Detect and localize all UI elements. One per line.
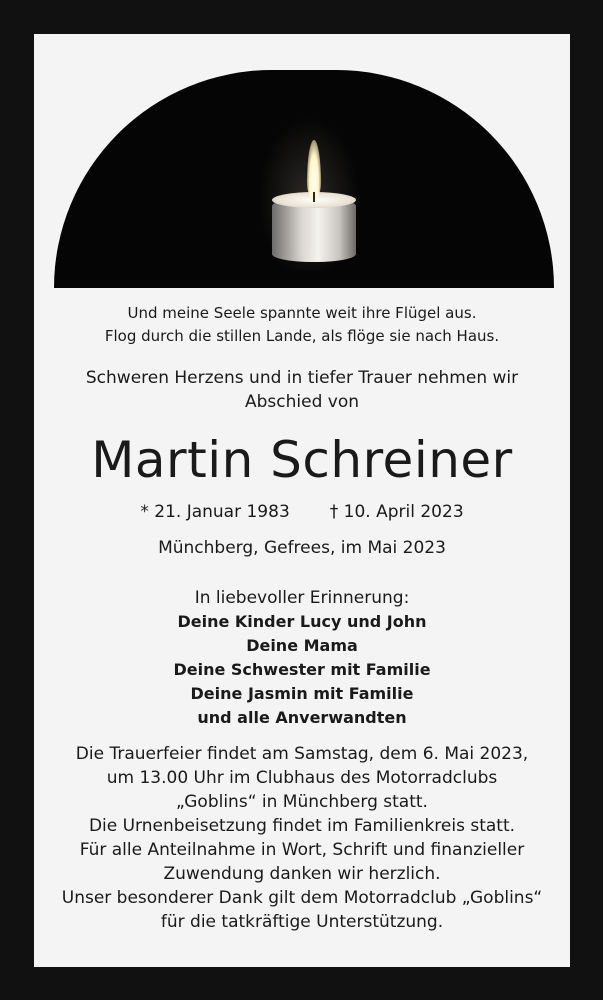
intro-line: Schweren Herzens und in tiefer Trauer nehmen wir xyxy=(85,368,519,388)
notice-line: Die Urnenbeisetzung findet im Familienkreis statt. xyxy=(88,816,516,836)
deceased-name: Martin Schreiner xyxy=(91,431,513,489)
mourner: Deine Jasmin mit Familie xyxy=(190,684,414,703)
notice-line: Für alle Anteilnahme in Wort, Schrift und finanzieller xyxy=(79,840,525,860)
birth-date: * 21. Januar 1983 xyxy=(140,502,290,522)
memory-heading: In liebevoller Erinnerung: xyxy=(194,588,410,608)
funeral-notice xyxy=(34,742,570,934)
intro-text xyxy=(34,366,570,414)
mourner: Deine Mama xyxy=(246,636,358,655)
notice-line: Die Trauerfeier findet am Samstag, dem 6. Mai 2023, xyxy=(75,744,529,764)
notice-line: Unser besonderer Dank gilt dem Motorradclub „Goblins“ xyxy=(61,888,543,908)
life-dates xyxy=(34,500,570,524)
death-date: † 10. April 2023 xyxy=(329,502,464,522)
notice-line: „Goblins“ in Münchberg statt. xyxy=(176,792,428,812)
notice-line: um 13.00 Uhr im Clubhaus des Motorradclubs xyxy=(106,768,498,788)
notice-line: Zuwendung danken wir herzlich. xyxy=(163,864,441,884)
wick xyxy=(313,192,315,202)
mourner: Deine Kinder Lucy und John xyxy=(177,612,427,631)
intro-line: Abschied von xyxy=(244,392,359,412)
verse-line: Und meine Seele spannte weit ihre Flügel aus. xyxy=(127,304,477,322)
notice-line: für die tatkräftige Unterstützung. xyxy=(160,912,444,932)
mourners-list xyxy=(34,610,570,730)
mourner: Deine Schwester mit Familie xyxy=(173,660,431,679)
verse xyxy=(34,302,570,348)
obituary-card xyxy=(34,34,570,967)
verse-line: Flog durch die stillen Lande, als flöge sie nach Haus. xyxy=(104,327,500,345)
mourner: und alle Anverwandten xyxy=(197,708,407,727)
place-date: Münchberg, Gefrees, im Mai 2023 xyxy=(158,538,446,558)
candle-photo xyxy=(54,70,554,288)
